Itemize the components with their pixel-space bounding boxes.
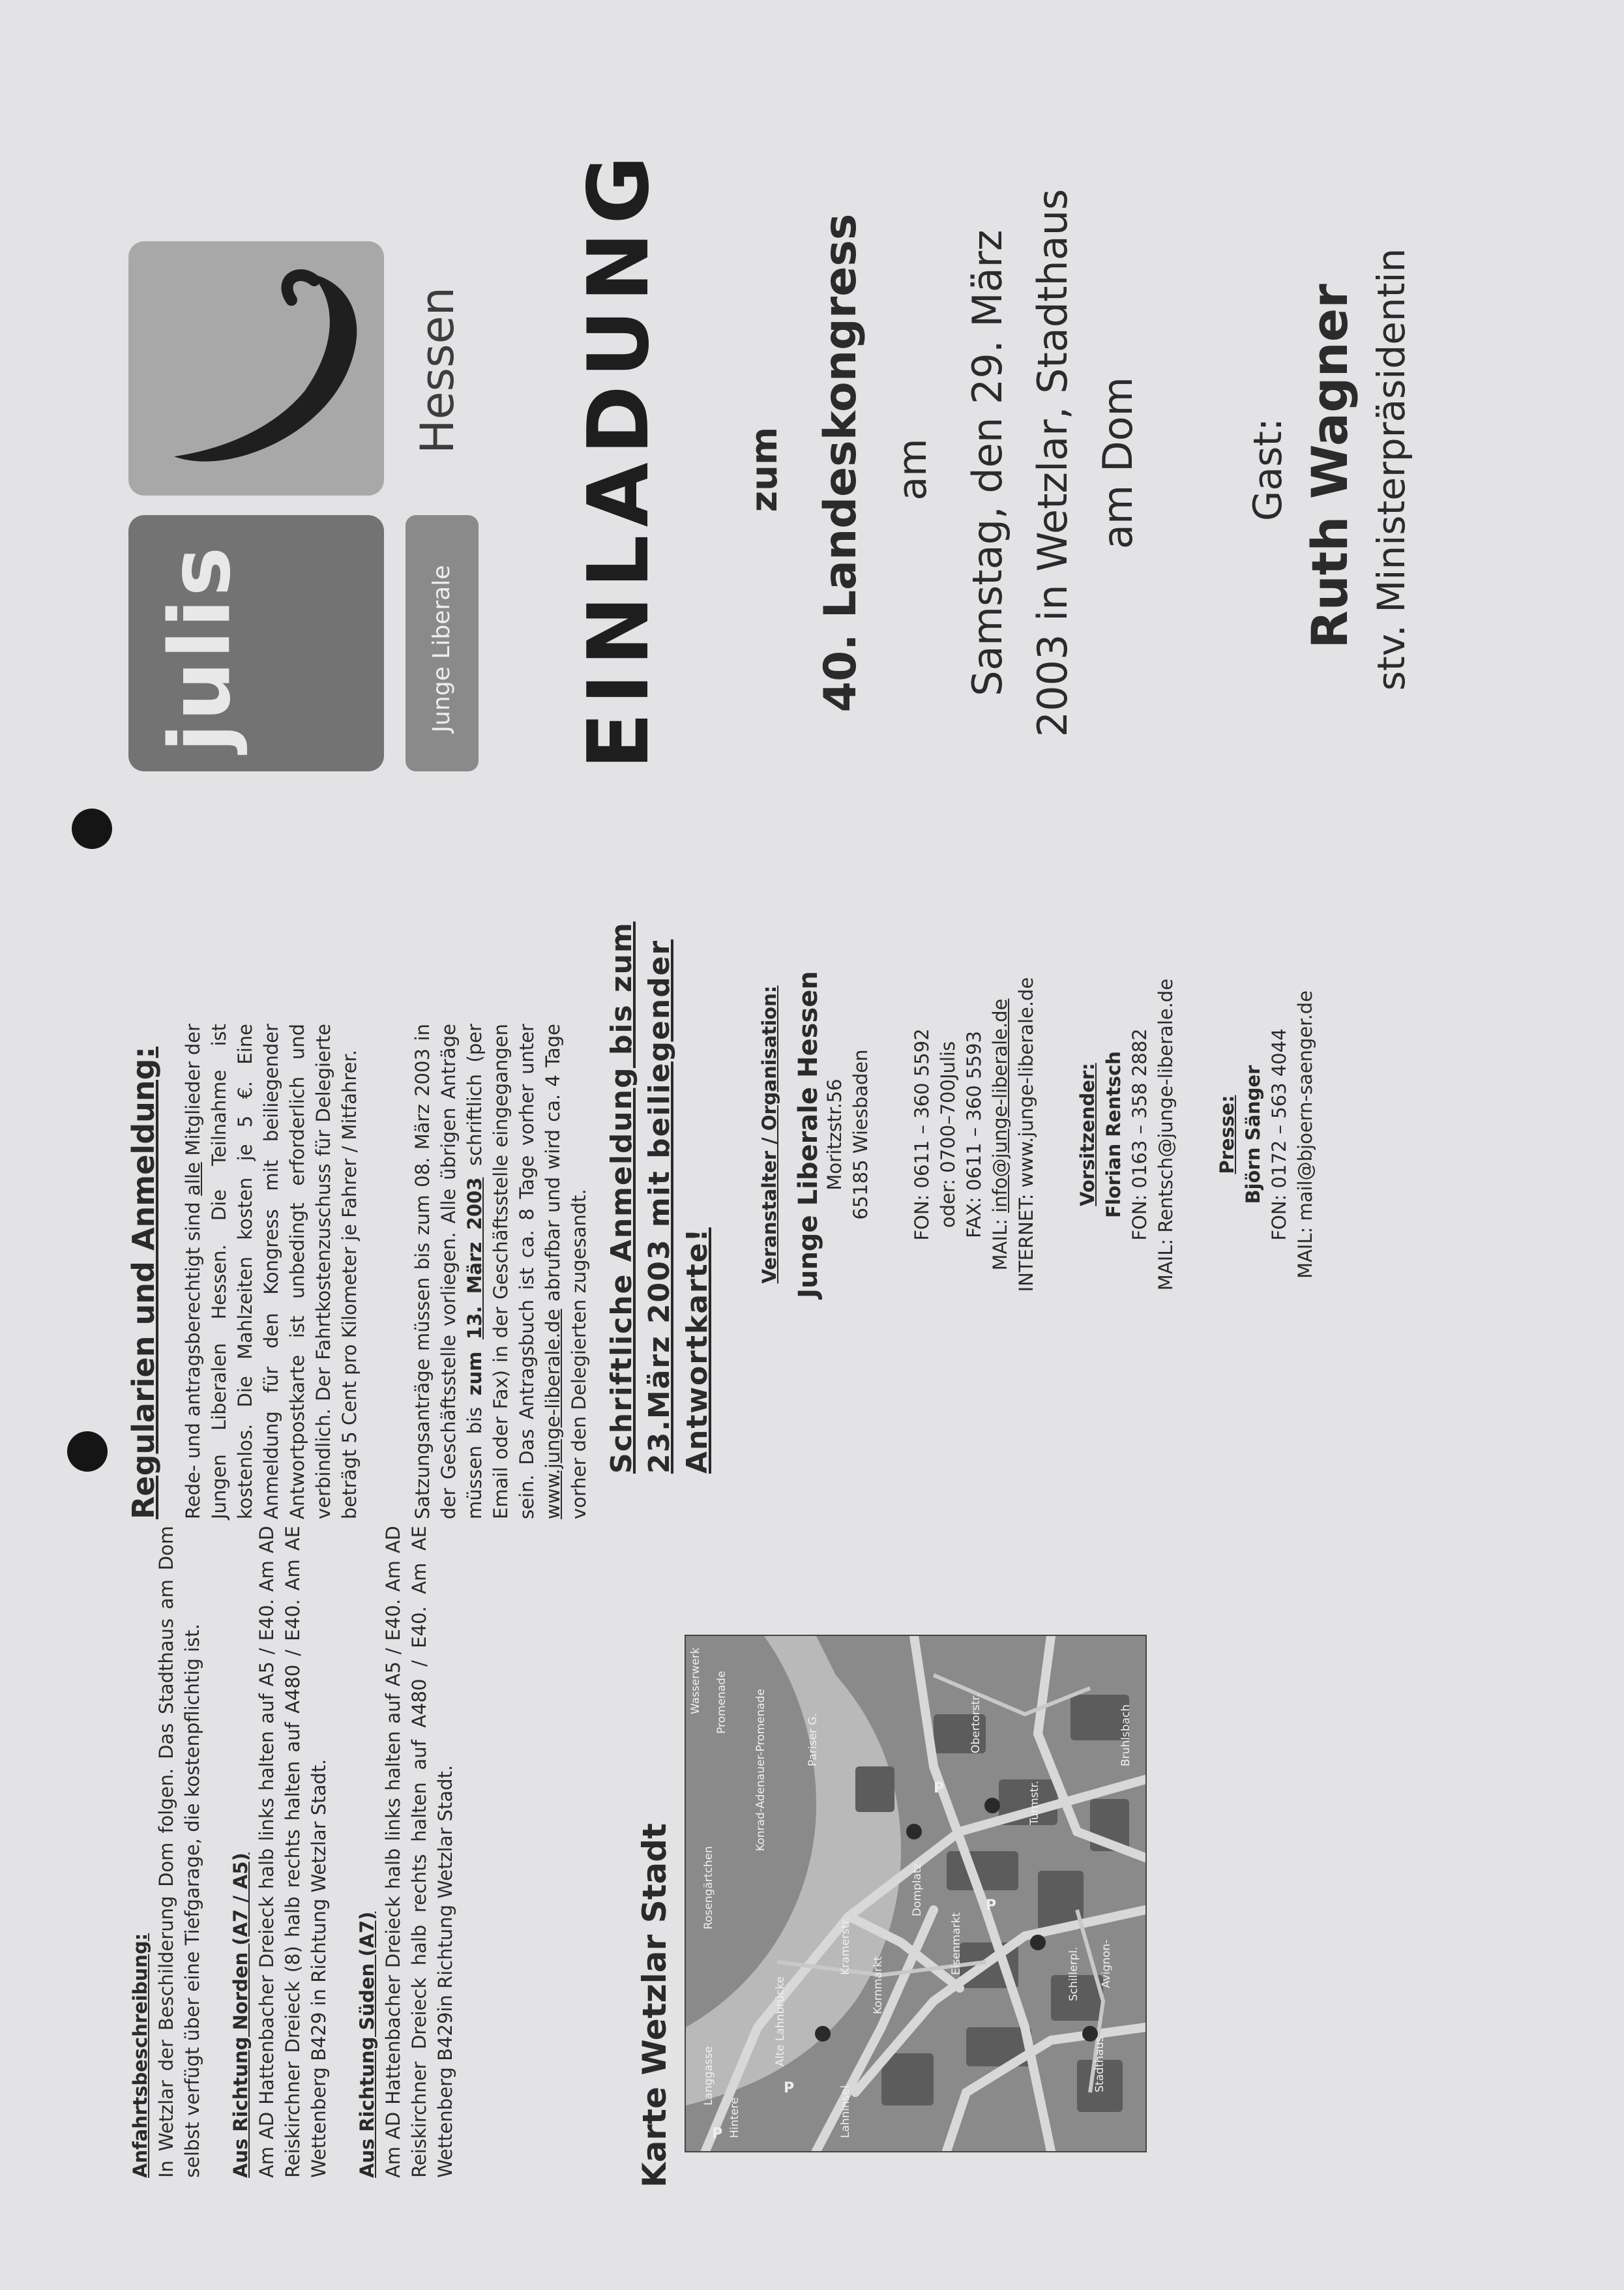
org-internet: INTERNET: www.junge-liberale.de — [1015, 977, 1037, 1292]
landeskongress-title: 40. Landeskongress — [815, 213, 866, 713]
sued-text: Am AD Hattenbacher Dreieck halb links halten auf A5 / E40. Am AD Reiskirchner Dreieck halb rechts halten auf A480 / E40. Am AE Wettenberg B429in Richtung Wetzlar Stadt. — [382, 1526, 456, 2178]
punch-hole-top — [72, 809, 112, 849]
regularien-heading: Regularien und Anmeldung: — [126, 1047, 161, 1519]
map-label-obertorstr: Obertorstr. — [969, 1693, 982, 1753]
zum-text: zum — [743, 426, 786, 513]
presse-fon: FON: 0172 – 563 4044 — [1268, 1028, 1290, 1241]
map-label-avignon: Avignon- — [1100, 1939, 1113, 1988]
svg-text:P: P — [784, 2080, 795, 2096]
svg-text:P: P — [986, 1897, 997, 1914]
map-label-schillerpl: Schillerpl. — [1067, 1946, 1080, 2001]
guest-name: Ruth Wagner — [1301, 284, 1359, 649]
map-label-lahninsel: Lahninsel — [839, 2085, 852, 2138]
regularien-section — [126, 1024, 639, 1519]
datum-line-2: 2003 in Wetzlar, Stadthaus — [1029, 188, 1076, 737]
sued-heading: Aus Richtung Süden (A7) — [356, 1911, 378, 2178]
vorsitzender-fon: FON: 0163 – 358 2882 — [1129, 1028, 1151, 1241]
hessen-label: Hessen — [411, 286, 464, 454]
regularien-paragraph-1: Rede- und antragsberechtigt sind alle Mitglieder der Jungen Liberalen Hessen. Die Teilnahme ist kostenlos. Die Mahlzeiten kosten je 5 €. Eine Anmeldung für den Kongress mit beiliegender Antwortpostkarte ist unbedingt erforderlich und verbindlich. Der Fahrtkostenzuschuss für Delegierte beträgt 5 Cent pro Kilometer je Fahrer / Mitfahrer. — [182, 1024, 361, 1519]
julis-logo-swoosh-tile — [128, 241, 384, 496]
junge-liberale-label: Junge Liberale — [428, 565, 455, 733]
anfahrt-text: In Wetzlar der Beschilderung Dom folgen. Das Stadthaus am Dom selbst verfügt über eine Tiefgarage, die kostenpflichtig ist. — [155, 1526, 203, 2178]
org-fax: FAX: 0611 – 360 5593 — [963, 1031, 985, 1238]
map-label-promenade: Promenade — [715, 1671, 728, 1734]
presse-name: Björn Sänger — [1242, 1065, 1264, 1204]
nord-text: Am AD Hattenbacher Dreieck halb links halten auf A5 / E40. Am AD Reiskirchner Dreieck (8) halb rechts halten auf A480 / E40. Am AE Wettenberg B429 in Richtung Wetzlar Stadt. — [256, 1526, 330, 2178]
map-label-hintere: Hintere — [728, 2097, 741, 2138]
einladung-title: EINLADUNG — [570, 147, 668, 769]
org-street: Moritzstr.56 — [823, 1078, 846, 1191]
map-label-kornmarkt: Kornmarkt — [872, 1956, 885, 2014]
vorsitzender-mail: MAIL: Rentsch@junge-liberale.de — [1155, 978, 1177, 1291]
datum-line-3: am Dom — [1094, 376, 1142, 550]
map-label-domplatz: Domplatz — [911, 1863, 924, 1916]
contact-block: Veranstalter / Organisation: Junge Liberale Hessen Moritzstr.56 65185 Wiesbaden FON: 0611 – 360 5592 oder: 0700–700Julis FAX: 0611 – 360 5593 MAIL: info@junge-liberale.de INTERNET: www.junge-liberale.de Vorsitzender: Florian Rentsch FON: 0163 – 358 2882 MAIL: Rentsch@junge-liberale.de Presse: Björn Sänger FON: 0172 – 563 4044 MAIL: mail@bjoern-saenger.de — [756, 848, 1318, 1421]
map-label-langgasse: Langgasse — [702, 2046, 715, 2105]
nord-heading: Aus Richtung Norden (A7 / A5) — [229, 1852, 252, 2178]
datum-line-1: Samstag, den 29. März — [964, 230, 1011, 696]
punch-hole-bottom — [67, 1431, 108, 1472]
map-label-konrad-adenauer: Konrad-Adenauer-Promenade — [754, 1689, 767, 1851]
guest-title: stv. Ministerpräsidentin — [1369, 248, 1413, 691]
anfahrt-heading: Anfahrtsbeschreibung: — [129, 1933, 151, 2178]
presse-mail: MAIL: mail@bjoern-saenger.de — [1294, 990, 1316, 1279]
map-label-wasserwerk: Wasserwerk — [689, 1647, 702, 1714]
presse-heading: Presse: — [1216, 1095, 1238, 1174]
city-map — [685, 1635, 1147, 2152]
org-fon: FON: 0611 – 360 5592 — [911, 1028, 933, 1241]
svg-text:P: P — [712, 2126, 723, 2142]
antragsbuch-link[interactable]: www.junge-liberale.de — [542, 1309, 564, 1519]
org-name: Junge Liberale Hessen — [793, 971, 823, 1298]
map-label-stadthaus: Stadthaus — [1093, 2036, 1106, 2092]
map-graphic — [686, 1636, 1145, 2151]
julis-logo-text — [142, 520, 398, 776]
org-oder: oder: 0700–700Julis — [937, 1041, 959, 1228]
directions-text — [127, 1526, 456, 2178]
vorsitzender-heading: Vorsitzender: — [1076, 1063, 1099, 1206]
map-label-alte-lahnbruecke: Alte Lahnbrücke — [774, 1976, 787, 2066]
map-label-kramerstr: Kramerstr. — [839, 1917, 852, 1975]
org-mail-link[interactable]: info@junge-liberale.de — [989, 998, 1011, 1213]
map-label-turmstr: Turmstr. — [1028, 1780, 1041, 1825]
event-date-location — [955, 130, 1151, 796]
map-label-bruhlsbach: Bruhlsbach — [1119, 1704, 1132, 1766]
swoosh-icon — [128, 241, 384, 496]
map-label-rosengaertchen: Rosengärtchen — [702, 1846, 715, 1929]
svg-text:P: P — [934, 1780, 945, 1796]
map-label-pariser-g: Pariser G. — [806, 1713, 819, 1766]
logo-wordmark: julis — [152, 544, 249, 752]
map-label-eisenmarkt: Eisenmarkt — [950, 1912, 963, 1975]
am-text: am — [890, 438, 936, 501]
org-city: 65185 Wiesbaden — [849, 1049, 872, 1220]
map-title: Karte Wetzlar Stadt — [636, 1823, 673, 2188]
anmeldung-notice: Schriftliche Anmeldung bis zum 23.März 2003 mit beiliegender Antwortkarte! — [605, 921, 714, 1474]
gast-label: Gast: — [1245, 417, 1291, 522]
vorsitzender-name: Florian Rentsch — [1102, 1051, 1125, 1218]
regularien-paragraph-2: Satzungsanträge müssen bis zum 08. März 2003 in der Geschäftsstelle vorliegen. Alle übrigen Anträge müssen bis zum 13. März 2003 schriftlich (per Email oder Fax) in der Geschäftsstelle eingegangen sein. Das Antragsbuch ist ca. 8 Tage vorher unter www.junge-liberale.de abrufbar und wird ca. 4 Tage vorher den Delegierten zugesandt. — [411, 1024, 590, 1519]
veranstalter-heading: Veranstalter / Organisation: — [758, 985, 780, 1284]
